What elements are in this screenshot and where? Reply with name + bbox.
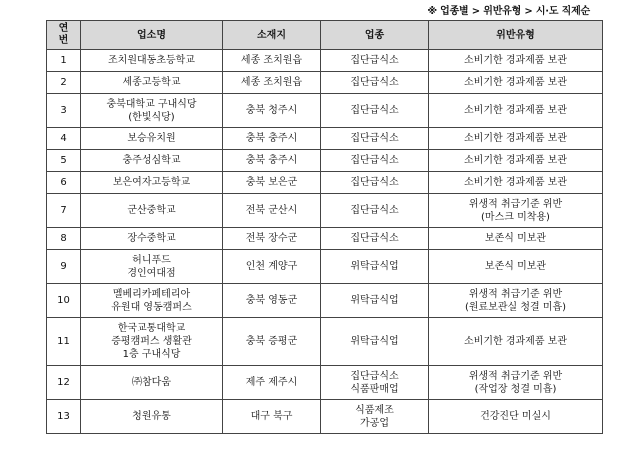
header-no-line2: 번 [58,35,69,46]
cell-violation-line: 소비기한 경과제품 보관 [464,55,567,66]
cell-violation [429,366,603,400]
cell-violation [429,94,603,128]
cell-no: 13 [47,400,81,434]
cell-location: 제주 제주시 [223,366,321,400]
table-row [47,194,603,228]
table-row [47,150,603,172]
header-no-line1: 연 [58,23,69,34]
cell-violation-line: (작업장 청결 미흡) [474,383,557,395]
cell-business-line: 집단급식소 [350,55,399,66]
sort-order-note: ※ 업종별 > 위반유형 > 시·도 직제순 [427,6,590,17]
cell-violation [429,194,603,228]
cell-violation-line: 위생적 취급기준 위반 [468,288,563,300]
cell-location: 충북 충주시 [223,150,321,172]
cell-violation [429,72,603,94]
cell-name [81,128,223,150]
cell-name-line: ㈜참다움 [132,377,171,388]
cell-business [321,284,429,318]
cell-name-line: 보승유치원 [127,133,176,144]
cell-name [81,94,223,128]
cell-business [321,72,429,94]
cell-location: 충북 청주시 [223,94,321,128]
cell-business [321,228,429,250]
cell-business-line: 집단급식소 [350,177,399,188]
cell-business [321,128,429,150]
cell-business [321,94,429,128]
violation-table [46,20,603,434]
cell-violation [429,400,603,434]
cell-violation [429,228,603,250]
cell-no: 3 [47,94,81,128]
cell-name-line: 1층 구내식당 [122,349,181,360]
table-row [47,72,603,94]
cell-business-line: 집단급식소 [350,105,399,116]
cell-name-line: 유원대 영동캠퍼스 [111,301,192,313]
cell-no: 11 [47,318,81,366]
cell-name [81,72,223,94]
table-row [47,400,603,434]
cell-name-line: 충주성심학교 [122,155,181,166]
cell-name-line: 조치원대동초등학교 [108,55,195,66]
cell-name-line: 경인여대점 [127,267,176,279]
cell-name-line: 충북대학교 구내식당 [106,98,197,110]
cell-violation-line: 소비기한 경과제품 보관 [464,155,567,166]
cell-no: 10 [47,284,81,318]
cell-location: 충북 증평군 [223,318,321,366]
cell-name-line: 세종고등학교 [122,77,181,88]
cell-business-line: 위탁급식업 [350,295,399,306]
cell-violation [429,318,603,366]
cell-violation-line: 보존식 미보관 [484,233,547,244]
table-header-row [47,21,603,50]
cell-business-line: 식품판매업 [350,383,399,395]
cell-location: 전북 장수군 [223,228,321,250]
cell-name-line: 청원유통 [132,411,171,422]
cell-violation [429,50,603,72]
cell-location: 세종 조치원읍 [223,50,321,72]
cell-name [81,318,223,366]
cell-name [81,194,223,228]
cell-name-line: 보은여자고등학교 [112,177,191,188]
cell-location: 대구 북구 [223,400,321,434]
cell-name [81,150,223,172]
cell-location: 충북 영동군 [223,284,321,318]
cell-violation-line: 소비기한 경과제품 보관 [464,336,567,347]
cell-location: 인천 계양구 [223,250,321,284]
table-row [47,94,603,128]
cell-violation [429,284,603,318]
table-row [47,366,603,400]
cell-violation-line: (원료보관실 청결 미흡) [464,301,567,313]
header-violation: 위반유형 [429,21,603,50]
cell-no: 5 [47,150,81,172]
cell-business-line: 식품제조 [355,404,394,416]
cell-no: 9 [47,250,81,284]
table-row [47,250,603,284]
cell-business-line: 집단급식소 [350,155,399,166]
cell-name [81,366,223,400]
table-row [47,318,603,366]
cell-name-line: 멜베리카페테리아 [112,288,191,300]
cell-name-line: 허니푸드 [132,254,171,266]
cell-location: 충북 보은군 [223,172,321,194]
cell-no: 2 [47,72,81,94]
cell-business-line: 집단급식소 [350,233,399,244]
cell-violation-line: 위생적 취급기준 위반 [468,370,563,382]
cell-violation-line: (마스크 미착용) [481,211,550,223]
cell-violation-line: 위생적 취급기준 위반 [468,198,563,210]
cell-business [321,318,429,366]
cell-business-line: 집단급식소 [350,77,399,88]
header-location: 소재지 [223,21,321,50]
cell-name [81,250,223,284]
cell-location: 세종 조치원읍 [223,72,321,94]
cell-business [321,400,429,434]
cell-violation-line: 보존식 미보관 [484,261,547,272]
cell-name [81,284,223,318]
cell-name [81,50,223,72]
cell-business [321,250,429,284]
cell-name-line: 한국교통대학교 [117,323,186,334]
cell-violation [429,150,603,172]
cell-no: 1 [47,50,81,72]
cell-location: 전북 군산시 [223,194,321,228]
cell-violation [429,128,603,150]
cell-name-line: (한빛식당) [128,111,175,123]
cell-violation-line: 소비기한 경과제품 보관 [464,177,567,188]
cell-business [321,50,429,72]
cell-name-line: 장수중학교 [127,233,176,244]
cell-business [321,150,429,172]
cell-name [81,400,223,434]
cell-violation-line: 소비기한 경과제품 보관 [464,77,567,88]
cell-business-line: 위탁급식업 [350,261,399,272]
cell-location: 충북 충주시 [223,128,321,150]
cell-business-line: 위탁급식업 [350,336,399,347]
cell-business-line: 집단급식소 [350,205,399,216]
cell-violation [429,172,603,194]
cell-name [81,172,223,194]
table-body [47,50,603,434]
cell-name-line: 군산중학교 [127,205,176,216]
table-row [47,172,603,194]
cell-violation-line: 건강진단 미실시 [480,411,551,422]
cell-business [321,366,429,400]
cell-no: 6 [47,172,81,194]
cell-business-line: 가공업 [360,417,389,429]
cell-business-line: 집단급식소 [350,370,399,382]
header-name: 업소명 [81,21,223,50]
cell-name-line: 증평캠퍼스 생활관 [111,336,192,347]
table-row [47,228,603,250]
cell-no: 4 [47,128,81,150]
header-business: 업종 [321,21,429,50]
cell-violation-line: 소비기한 경과제품 보관 [464,105,567,116]
table-row [47,128,603,150]
cell-name [81,228,223,250]
cell-no: 7 [47,194,81,228]
table-row [47,50,603,72]
cell-violation-line: 소비기한 경과제품 보관 [464,133,567,144]
cell-no: 8 [47,228,81,250]
cell-business [321,172,429,194]
table-row [47,284,603,318]
cell-business [321,194,429,228]
cell-violation [429,250,603,284]
header-no [47,21,81,50]
cell-no: 12 [47,366,81,400]
cell-business-line: 집단급식소 [350,133,399,144]
